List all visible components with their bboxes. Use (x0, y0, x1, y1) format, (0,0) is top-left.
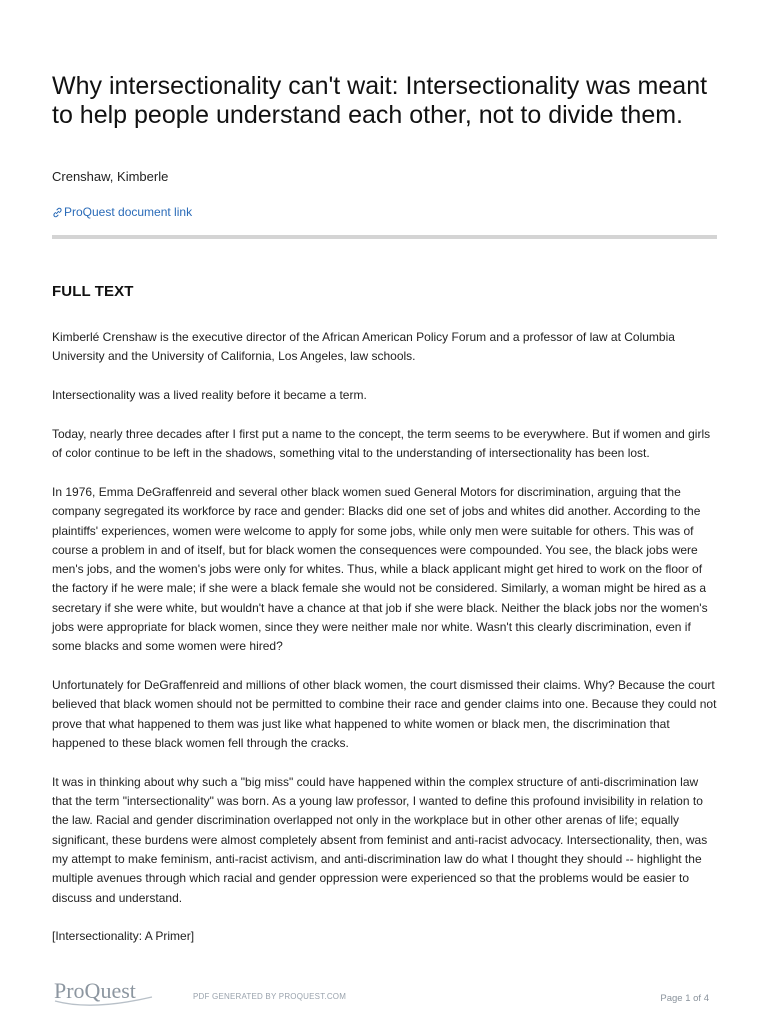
header-divider (52, 235, 717, 239)
document-link-label: ProQuest document link (64, 205, 193, 219)
full-text-heading: FULL TEXT (52, 283, 134, 300)
article-body (52, 328, 720, 966)
page-number: Page 1 of 4 (660, 993, 709, 1004)
link-icon (52, 207, 63, 218)
article-paragraph: [Intersectionality: A Primer] (52, 929, 195, 944)
article-paragraph: Intersectionality was a lived reality before it became a term. (52, 388, 367, 403)
article-paragraph: Kimberlé Crenshaw is the executive director of the African American Policy Forum and a professor of law at Columbia University and the University of California, Los Angeles, law schools. (52, 330, 675, 364)
document-author: Crenshaw, Kimberle (52, 169, 169, 184)
pdf-generated-label: PDF GENERATED BY PROQUEST.COM (193, 992, 347, 1001)
document-title: Why intersectionality can't wait: Intersectionality was meant to help people understand each other, not to divide them. (52, 72, 708, 129)
proquest-document-link[interactable] (52, 205, 192, 219)
article-paragraph: In 1976, Emma DeGraffenreid and several other black women sued General Motors for discrimination, arguing that the company segregated its workforce by race and gender: Blacks did one set of jobs and whites did another. According to the plaintiffs' experiences, women were welcome to apply for some jobs, while only men were suitable for others. This was of course a problem in and of itself, but for black women the consequences were compounded. You see, the black jobs were men's jobs, and the women's jobs were only for whites. Thus, while a black applicant might get hired to work on the floor of the factory if he were male; if she were a black female she would not be considered. Similarly, a woman might be hired as a secretary if she were white, but wouldn't have a chance at that job if she were black. Neither the black jobs nor the women's jobs were appropriate for black women, since they were neither male nor white. Wasn't this clearly discrimination, even if some blacks and some women were hired? (52, 484, 708, 654)
article-paragraph: Today, nearly three decades after I first put a name to the concept, the term seems to be everywhere. But if women and girls of color continue to be left in the shadows, something vital to the understanding of intersectionality has been lost. (52, 426, 711, 461)
article-paragraph: Unfortunately for DeGraffenreid and millions of other black women, the court dismissed their claims. Why? Because the court believed that black women should not be permitted to combine their race and gender claims into one. Because they could not prove that what happened to them was just like what happened to white women or black men, the discrimination that happened to these black women fell through the cracks. (52, 678, 717, 751)
page-footer (0, 975, 768, 1015)
article-paragraph: It was in thinking about why such a "big miss" could have happened within the complex structure of anti-discrimination law that the term "intersectionality" was born. As a young law professor, I wanted to define this profound invisibility in relation to the law. Racial and gender discrimination overlapped not only in the workplace but in other other arenas of life; equally significant, these burdens were almost completely absent from feminist and anti-racist advocacy. Intersectionality, then, was my attempt to make feminism, anti-racist activism, and anti-discrimination law do what I thought they should -- highlight the multiple avenues through which racial and gender oppression were experienced so that the problems would be easier to discuss and understand. (52, 774, 708, 905)
proquest-logo (52, 977, 158, 1009)
svg-text:ProQuest: ProQuest (54, 978, 136, 1003)
